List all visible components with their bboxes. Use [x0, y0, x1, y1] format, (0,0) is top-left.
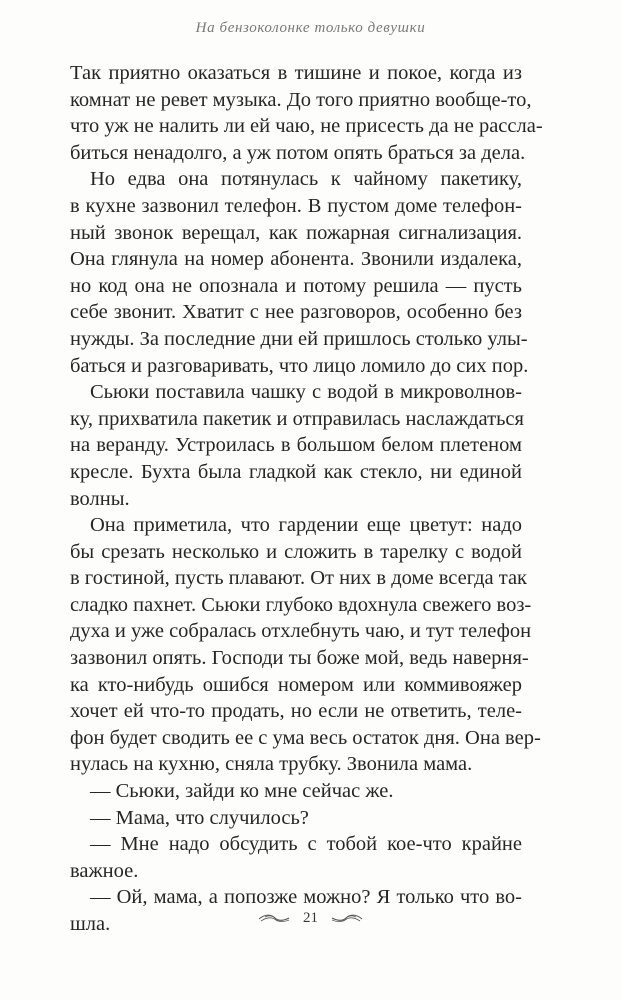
text-line: — Ой, мама, а попозже можно? Я только что во- — [90, 886, 522, 909]
body-text — [70, 60, 543, 938]
text-line: фон будет сводить ее с ума весь остаток дня. Она вер- — [70, 726, 541, 749]
text-line: важное. — [70, 859, 139, 882]
text-line: что уж не налить ли ей чаю, не присесть да не рассла- — [70, 115, 543, 138]
running-head: На бензоколонке только девушки — [195, 20, 426, 36]
text-line: — Сьюки, зайди ко мне сейчас же. — [90, 780, 394, 803]
text-line: Так приятно оказаться в тишине и покое, когда из — [70, 62, 522, 84]
left-ornament-icon — [257, 913, 291, 925]
text-line: комнат не ревет музыка. До того приятно вообще-то, — [70, 88, 532, 111]
text-line: Она приметила, что гардении еще цветут: надо — [90, 514, 522, 537]
text-line: в гостиной, пусть плавают. От них в доме всегда так — [70, 567, 528, 590]
page-number: 21 — [303, 910, 318, 926]
text-line: Сьюки поставила чашку с водой в микроволнов- — [90, 381, 522, 404]
text-line: ку, прихватила пакетик и отправилась наслаждаться — [70, 407, 524, 430]
text-line: нулась на кухню, сняла трубку. Звонила мама. — [70, 753, 473, 776]
text-line: волны. — [70, 487, 130, 510]
text-line: духа и уже собралась отхлебнуть чаю, и тут телефон — [70, 620, 532, 643]
right-ornament-icon — [330, 913, 364, 925]
text-line: зазвонил опять. Господи ты боже мой, ведь наверня- — [70, 647, 529, 670]
text-line: кресле. Бухта была гладкой как стекло, ни единой — [70, 460, 522, 483]
text-line: сладко пахнет. Сьюки глубоко вдохнула свежего воз- — [70, 593, 532, 616]
text-line: Но едва она потянулась к чайному пакетику, — [90, 168, 522, 191]
text-line: ка кто-нибудь ошибся номером или коммивояжер — [70, 673, 522, 696]
text-line: нужды. За последние дни ей пришлось столько улы- — [70, 327, 528, 350]
text-line: в кухне зазвонил телефон. В пустом доме телефон- — [70, 194, 522, 217]
page-footer — [0, 910, 621, 927]
text-line: баться и разговаривать, что лицо ломило до сих пор. — [70, 354, 529, 377]
text-line: бы срезать несколько и сложить в тарелку с водой — [70, 540, 522, 563]
text-line: хочет ей что-то продать, но если не ответить, теле- — [70, 700, 522, 723]
text-line: ный звонок верещал, как пожарная сигнализация. — [70, 221, 522, 244]
text-line: — Мама, что случилось? — [90, 806, 309, 829]
text-line: но код она не опознала и потому решила — пусть — [70, 274, 522, 297]
text-line: биться ненадолго, а уж потом опять браться за дела. — [70, 141, 526, 164]
text-line: — Мне надо обсудить с тобой кое-что крайне — [90, 833, 522, 856]
text-line: шла. — [70, 913, 111, 935]
text-line: Она глянула на номер абонента. Звонили издалека, — [70, 248, 522, 271]
text-line: себе звонит. Хватит с нее разговоров, особенно без — [70, 301, 522, 324]
text-line: на веранду. Устроилась в большом белом плетеном — [70, 434, 522, 457]
